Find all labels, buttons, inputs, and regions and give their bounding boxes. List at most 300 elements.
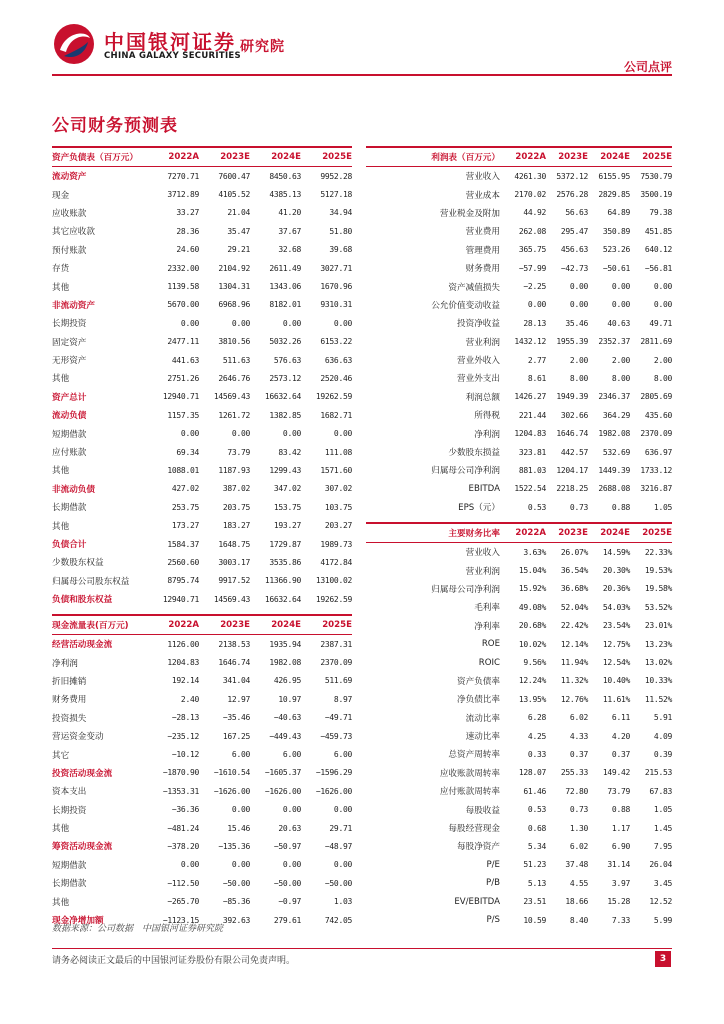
table-cell: 0.37 (569, 749, 588, 759)
table-cell: 451.85 (644, 226, 672, 236)
table-cell: −481.24 (167, 823, 199, 833)
table-row (366, 580, 672, 598)
row-label: 营业利润 (465, 566, 500, 577)
table-cell: 51.23 (523, 860, 546, 870)
row-label: 短期借款 (52, 429, 87, 440)
row-label: P/B (486, 878, 500, 889)
row-label: EBITDA (468, 483, 500, 494)
table-cell: 12.24% (518, 676, 546, 686)
table-cell: 173.27 (171, 521, 199, 531)
table-cell: 14569.43 (213, 392, 250, 402)
table-cell: 0.00 (333, 318, 352, 328)
table-cell: 203.27 (324, 521, 352, 531)
table-cell: 364.29 (602, 410, 630, 420)
table-cell: 11.32% (560, 676, 588, 686)
table-cell: 2.00 (653, 355, 672, 365)
table-row (52, 406, 352, 424)
row-label: 毛利率 (474, 603, 500, 614)
table-cell: 8.00 (653, 373, 672, 383)
table-cell: 49.71 (649, 318, 672, 328)
table-cell: 19262.59 (315, 594, 352, 604)
table-cell: 511.63 (222, 355, 250, 365)
table-cell: −50.61 (602, 263, 630, 273)
table-cell: 279.61 (273, 915, 301, 925)
column-header: 2025E (642, 528, 672, 538)
table-cell: 0.00 (282, 860, 301, 870)
table-cell: 2.40 (180, 694, 199, 704)
table-cell: 0.88 (611, 502, 630, 512)
table-cell: 21.04 (227, 208, 250, 218)
table-cell: 73.79 (607, 786, 630, 796)
table-row (52, 782, 352, 800)
column-header: 2023E (220, 620, 250, 630)
table-row (52, 333, 352, 351)
table-row (366, 351, 672, 369)
table-cell: 2346.37 (598, 392, 630, 402)
row-label: 折旧摊销 (52, 676, 87, 687)
row-label: 现金 (52, 190, 70, 201)
table-header-row (366, 146, 672, 167)
table-cell: 0.33 (527, 749, 546, 759)
row-label: ROIC (478, 657, 500, 668)
table-row (52, 874, 352, 892)
table-cell: 26.07% (560, 547, 588, 557)
table-row (52, 535, 352, 553)
table-title: 现金流量表(百万元) (52, 621, 129, 631)
row-label: 投资净收益 (457, 319, 500, 330)
table-cell: 7600.47 (218, 171, 250, 181)
table-cell: 3003.17 (218, 557, 250, 567)
table-cell: 29.21 (227, 245, 250, 255)
table-cell: 0.00 (231, 318, 250, 328)
row-label: 非流动资产 (52, 300, 95, 311)
table-cell: 387.02 (222, 484, 250, 494)
row-label: 营业外收入 (457, 356, 500, 367)
table-row (52, 764, 352, 782)
table-cell: 0.53 (527, 805, 546, 815)
table-cell: 11.94% (560, 658, 588, 668)
row-label: 应付账款 (52, 448, 87, 459)
column-header: 2024E (271, 620, 301, 630)
table-row (52, 388, 352, 406)
row-label: 其他 (52, 374, 70, 385)
row-label: 财务费用 (52, 695, 87, 706)
column-header: 2024E (600, 528, 630, 538)
table-cell: 61.46 (523, 786, 546, 796)
table-cell: 2477.11 (167, 337, 199, 347)
table-cell: −1626.00 (315, 786, 352, 796)
table-cell: 5.34 (527, 841, 546, 851)
table-cell: 6.02 (569, 841, 588, 851)
row-label: 营业收入 (465, 172, 500, 183)
table-cell: −1123.15 (162, 915, 199, 925)
table-cell: 103.75 (324, 502, 352, 512)
table-cell: 8.97 (333, 694, 352, 704)
table-cell: 1.30 (569, 823, 588, 833)
table-cell: 4172.84 (320, 557, 352, 567)
table-cell: −10.12 (171, 750, 199, 760)
table-cell: 67.83 (649, 786, 672, 796)
table-cell: 2370.09 (320, 658, 352, 668)
table-row (366, 672, 672, 690)
column-header: 2023E (558, 152, 588, 162)
table-row (52, 745, 352, 763)
table-cell: 12.14% (560, 639, 588, 649)
row-label: 应收账款 (52, 208, 87, 219)
table-row (52, 819, 352, 837)
table-cell: 10.02% (518, 639, 546, 649)
table-cell: 1343.06 (269, 282, 301, 292)
table-row (52, 653, 352, 671)
table-cell: 8.61 (527, 373, 546, 383)
table-cell: 6.28 (527, 713, 546, 723)
table-header-row (52, 614, 352, 635)
table-row (366, 598, 672, 616)
table-cell: 19.53% (644, 566, 672, 576)
table-cell: 73.79 (227, 447, 250, 457)
table-cell: −1626.00 (213, 786, 250, 796)
table-cell: 2688.08 (598, 484, 630, 494)
table-row (52, 259, 352, 277)
table-cell: 6.00 (282, 750, 301, 760)
table-row (52, 461, 352, 479)
table-cell: 255.33 (560, 768, 588, 778)
table-cell: 23.01% (644, 621, 672, 631)
brand-name-cn: 中国银河证券 (104, 30, 236, 54)
table-cell: 1.17 (611, 823, 630, 833)
table-cell: 2520.46 (320, 373, 352, 383)
table-row (366, 709, 672, 727)
table-cell: −49.71 (324, 713, 352, 723)
column-header: 2024E (271, 152, 301, 162)
table-cell: −135.36 (218, 841, 250, 851)
table-cell: 2646.76 (218, 373, 250, 383)
table-cell: 20.30% (602, 566, 630, 576)
row-label: 应付账款周转率 (439, 787, 500, 798)
row-label: 负债合计 (52, 540, 87, 550)
table-cell: 37.67 (278, 226, 301, 236)
row-label: 现金净增加额 (52, 916, 104, 927)
row-label: 少数股东损益 (448, 448, 500, 459)
row-label: 所得税 (474, 411, 500, 422)
table-cell: 0.00 (282, 805, 301, 815)
table-row (366, 800, 672, 818)
table-cell: 2138.53 (218, 639, 250, 649)
table-title: 利润表（百万元） (431, 153, 500, 163)
table-cell: 28.13 (523, 318, 546, 328)
data-source-note: 数据来源：公司数据 中国银河证券研究院 (52, 924, 224, 934)
table-cell: 4105.52 (218, 190, 250, 200)
table-row (52, 590, 352, 608)
table-row (52, 801, 352, 819)
row-label: 其他 (52, 466, 70, 477)
row-label: 每股净资产 (457, 842, 500, 853)
table-row (366, 543, 672, 561)
table-cell: 6.00 (333, 750, 352, 760)
table-cell: 16632.64 (264, 392, 301, 402)
table-row (52, 709, 352, 727)
table-row (52, 690, 352, 708)
table-cell: 192.14 (171, 676, 199, 686)
table-row (52, 204, 352, 222)
table-cell: 193.27 (273, 521, 301, 531)
row-label: 财务费用 (465, 264, 500, 275)
row-label: 其它应收款 (52, 227, 95, 238)
table-cell: −1353.31 (162, 786, 199, 796)
table-cell: 20.68% (518, 621, 546, 631)
table-cell: 1729.87 (269, 539, 301, 549)
row-label: 资本支出 (52, 787, 87, 798)
table-row (366, 764, 672, 782)
table-cell: 295.47 (560, 226, 588, 236)
header-divider (52, 74, 672, 76)
table-cell: 15.04% (518, 566, 546, 576)
table-cell: 350.89 (602, 226, 630, 236)
row-label: 管理费用 (465, 245, 500, 256)
table-cell: 8.40 (569, 915, 588, 925)
table-row (366, 388, 672, 406)
table-cell: 0.00 (180, 429, 199, 439)
table-cell: 1571.60 (320, 465, 352, 475)
table-cell: 1646.74 (556, 429, 588, 439)
row-label: 流动资产 (52, 172, 87, 183)
balance-sheet-table (52, 146, 352, 608)
table-row (366, 314, 672, 332)
row-label: 资产总计 (52, 392, 87, 403)
table-cell: 14569.43 (213, 594, 250, 604)
table-cell: 1.03 (333, 897, 352, 907)
table-cell: 0.00 (333, 429, 352, 439)
row-label: 其他 (52, 521, 70, 532)
table-cell: 0.00 (180, 318, 199, 328)
table-row (366, 635, 672, 653)
table-cell: 203.75 (222, 502, 250, 512)
table-row (366, 819, 672, 837)
table-row (366, 333, 672, 351)
table-cell: 13100.02 (315, 576, 352, 586)
table-cell: 0.00 (569, 300, 588, 310)
table-cell: 3535.86 (269, 557, 301, 567)
table-row (52, 351, 352, 369)
table-cell: 53.52% (644, 602, 672, 612)
table-cell: 12940.71 (162, 594, 199, 604)
table-cell: 11366.90 (264, 576, 301, 586)
table-row (366, 241, 672, 259)
table-cell: −1610.54 (213, 768, 250, 778)
table-cell: 22.33% (644, 547, 672, 557)
table-cell: 29.71 (329, 823, 352, 833)
table-cell: 13.02% (644, 658, 672, 668)
row-label: 营业成本 (465, 190, 500, 201)
table-cell: −1596.29 (315, 768, 352, 778)
table-cell: 6968.96 (218, 300, 250, 310)
column-header: 2024E (600, 152, 630, 162)
table-cell: 365.75 (518, 245, 546, 255)
table-cell: 37.48 (565, 860, 588, 870)
table-row (52, 296, 352, 314)
table-cell: 0.00 (611, 282, 630, 292)
table-cell: 13.23% (644, 639, 672, 649)
table-row (52, 222, 352, 240)
table-cell: 742.05 (324, 915, 352, 925)
page-header (0, 0, 724, 80)
table-cell: 2611.49 (269, 263, 301, 273)
table-cell: 576.63 (273, 355, 301, 365)
table-row (366, 222, 672, 240)
table-cell: 12.52 (649, 897, 672, 907)
table-row (52, 672, 352, 690)
table-cell: 1449.39 (598, 465, 630, 475)
table-cell: 1204.83 (514, 429, 546, 439)
table-cell: 0.00 (333, 805, 352, 815)
table-cell: 34.94 (329, 208, 352, 218)
table-row (366, 837, 672, 855)
table-cell: 35.46 (565, 318, 588, 328)
table-row (366, 727, 672, 745)
table-cell: 12.97 (227, 694, 250, 704)
table-title: 主要财务比率 (448, 529, 500, 539)
table-cell: 1522.54 (514, 484, 546, 494)
column-header: 2022A (168, 620, 199, 630)
table-cell: 0.88 (611, 805, 630, 815)
table-cell: 7270.71 (167, 171, 199, 181)
table-cell: 2352.37 (598, 337, 630, 347)
table-cell: 10.33% (644, 676, 672, 686)
table-row (366, 653, 672, 671)
table-cell: 3810.56 (218, 337, 250, 347)
table-cell: 435.60 (644, 410, 672, 420)
table-cell: 1584.37 (167, 539, 199, 549)
row-label: 长期投资 (52, 319, 87, 330)
table-cell: −35.46 (222, 713, 250, 723)
table-cell: 10.40% (602, 676, 630, 686)
brand-subtitle: 研究院 (240, 39, 285, 55)
table-cell: 0.00 (231, 860, 250, 870)
table-cell: 8450.63 (269, 171, 301, 181)
column-header: 2025E (642, 152, 672, 162)
row-label: 少数股东权益 (52, 558, 104, 569)
table-cell: 341.04 (222, 676, 250, 686)
table-cell: 442.57 (560, 447, 588, 457)
table-cell: 1682.71 (320, 410, 352, 420)
table-cell: 0.00 (527, 300, 546, 310)
table-cell: 532.69 (602, 447, 630, 457)
table-cell: 881.03 (518, 465, 546, 475)
table-cell: 39.68 (329, 245, 352, 255)
table-row (52, 572, 352, 590)
table-cell: 441.63 (171, 355, 199, 365)
table-row (366, 277, 672, 295)
table-cell: 83.42 (278, 447, 301, 457)
table-cell: 1955.39 (556, 337, 588, 347)
table-cell: 26.04 (649, 860, 672, 870)
table-cell: 1382.85 (269, 410, 301, 420)
table-cell: −112.50 (167, 878, 199, 888)
row-label: 非流动负债 (52, 484, 95, 495)
row-label: 资产负债率 (457, 676, 500, 687)
table-cell: 1648.75 (218, 539, 250, 549)
table-cell: −235.12 (167, 731, 199, 741)
table-row (52, 369, 352, 387)
table-cell: 20.36% (602, 584, 630, 594)
table-cell: 9310.31 (320, 300, 352, 310)
table-cell: 2218.25 (556, 484, 588, 494)
row-label: 营业利润 (465, 337, 500, 348)
row-label: 公允价值变动收益 (431, 300, 500, 311)
table-row (52, 516, 352, 534)
table-cell: 32.68 (278, 245, 301, 255)
table-cell: 10.59 (523, 915, 546, 925)
column-header: 2025E (322, 620, 352, 630)
table-cell: 262.08 (518, 226, 546, 236)
table-cell: 11.61% (602, 694, 630, 704)
table-row (366, 369, 672, 387)
table-cell: −1605.37 (264, 768, 301, 778)
table-cell: −50.00 (222, 878, 250, 888)
table-cell: 8.00 (611, 373, 630, 383)
table-cell: −265.70 (167, 897, 199, 907)
page-number: 3 (655, 951, 671, 967)
table-cell: 0.73 (569, 502, 588, 512)
row-label: 其他 (52, 897, 70, 908)
table-cell: 640.12 (644, 245, 672, 255)
table-cell: 1670.96 (320, 282, 352, 292)
row-label: P/E (486, 859, 500, 870)
table-row (366, 259, 672, 277)
row-label: P/S (486, 915, 500, 925)
row-label: 固定资产 (52, 337, 87, 348)
row-label: 归属母公司净利润 (431, 466, 500, 477)
column-header: 2025E (322, 152, 352, 162)
row-label: 长期借款 (52, 503, 87, 514)
table-cell: 11.52% (644, 694, 672, 704)
table-row (366, 480, 672, 498)
table-cell: 36.54% (560, 566, 588, 576)
row-label: 流动负债 (52, 411, 87, 422)
table-cell: 2332.00 (167, 263, 199, 273)
table-cell: 0.00 (231, 805, 250, 815)
row-label: 营业外支出 (457, 374, 500, 385)
table-cell: 6.11 (611, 713, 630, 723)
table-cell: 1989.73 (320, 539, 352, 549)
row-label: 长期投资 (52, 805, 87, 816)
table-cell: 4.09 (653, 731, 672, 741)
row-label: 每股收益 (465, 805, 500, 816)
table-cell: 2387.31 (320, 639, 352, 649)
table-cell: 5127.18 (320, 190, 352, 200)
table-cell: 323.81 (518, 447, 546, 457)
table-row (366, 856, 672, 874)
table-cell: 9917.52 (218, 576, 250, 586)
table-row (366, 167, 672, 185)
table-cell: 2829.85 (598, 190, 630, 200)
table-row (52, 727, 352, 745)
row-label: 归属母公司股东权益 (52, 576, 130, 587)
row-label: 应收账款周转率 (439, 768, 500, 779)
table-cell: 36.68% (560, 584, 588, 594)
table-cell: 12.75% (602, 639, 630, 649)
row-label: 负债和股东权益 (52, 595, 113, 606)
table-cell: 0.37 (611, 749, 630, 759)
table-cell: 56.63 (565, 208, 588, 218)
table-cell: 0.00 (653, 300, 672, 310)
table-title: 资产负债表（百万元） (52, 153, 138, 163)
table-cell: 3.97 (611, 878, 630, 888)
table-cell: −50.00 (273, 878, 301, 888)
row-label: 总资产周转率 (448, 750, 500, 761)
table-cell: 16632.64 (264, 594, 301, 604)
table-row (366, 443, 672, 461)
